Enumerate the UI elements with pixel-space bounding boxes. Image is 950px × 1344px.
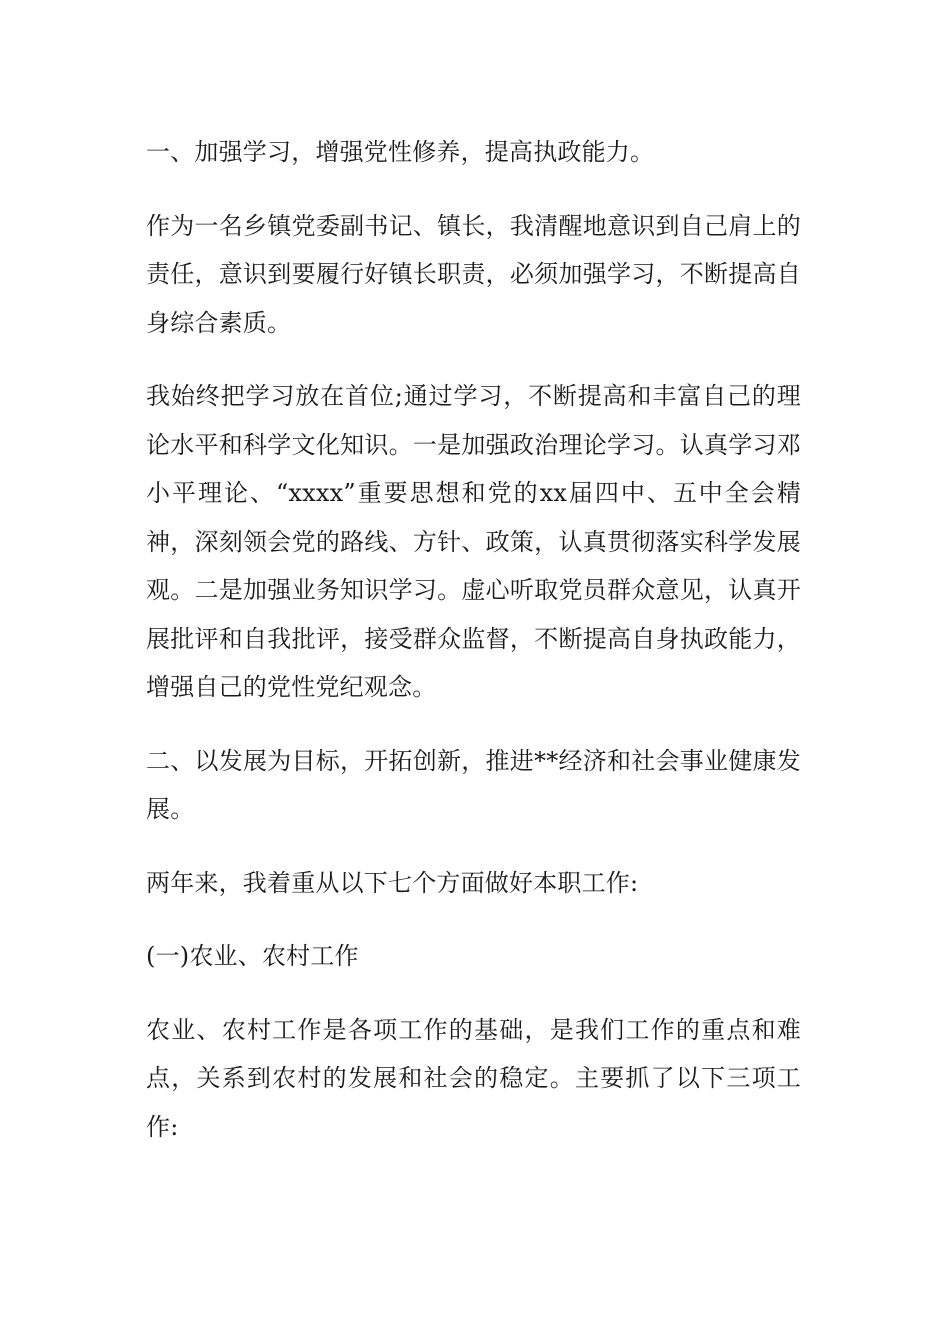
section-heading-1: 一、加强学习，增强党性修养，提高执政能力。 [146, 138, 655, 166]
paragraph: 农业、农村工作是各项工作的基础，是我们工作的重点和难点，关系到农村的发展和社会的稳定。主要抓了以下三项工作: [146, 1015, 801, 1141]
document-body [146, 128, 801, 1176]
subsection-heading-1: (一)农业、农村工作 [146, 942, 359, 970]
paragraph: 作为一名乡镇党委副书记、镇长，我清醒地意识到自己肩上的责任，意识到要履行好镇长职责，必须加强学习，不断提高自身综合素质。 [146, 211, 801, 337]
paragraph: 我始终把学习放在首位;通过学习，不断提高和丰富自己的理论水平和科学文化知识。一是加强政治理论学习。认真学习邓小平理论、“xxxx”重要思想和党的xx届四中、五中全会精神，深刻领会党的路线、方针、政策，认真贯彻落实科学发展观。二是加强业务知识学习。虚心听取党员群众意见，认真开展批评和自我批评，接受群众监督，不断提高自身执政能力，增强自己的党性党纪观念。 [146, 382, 801, 701]
paragraph: 两年来，我着重从以下七个方面做好本职工作: [146, 868, 639, 897]
section-heading-2: 二、以发展为目标，开拓创新，推进**经济和社会事业健康发展。 [146, 746, 801, 823]
